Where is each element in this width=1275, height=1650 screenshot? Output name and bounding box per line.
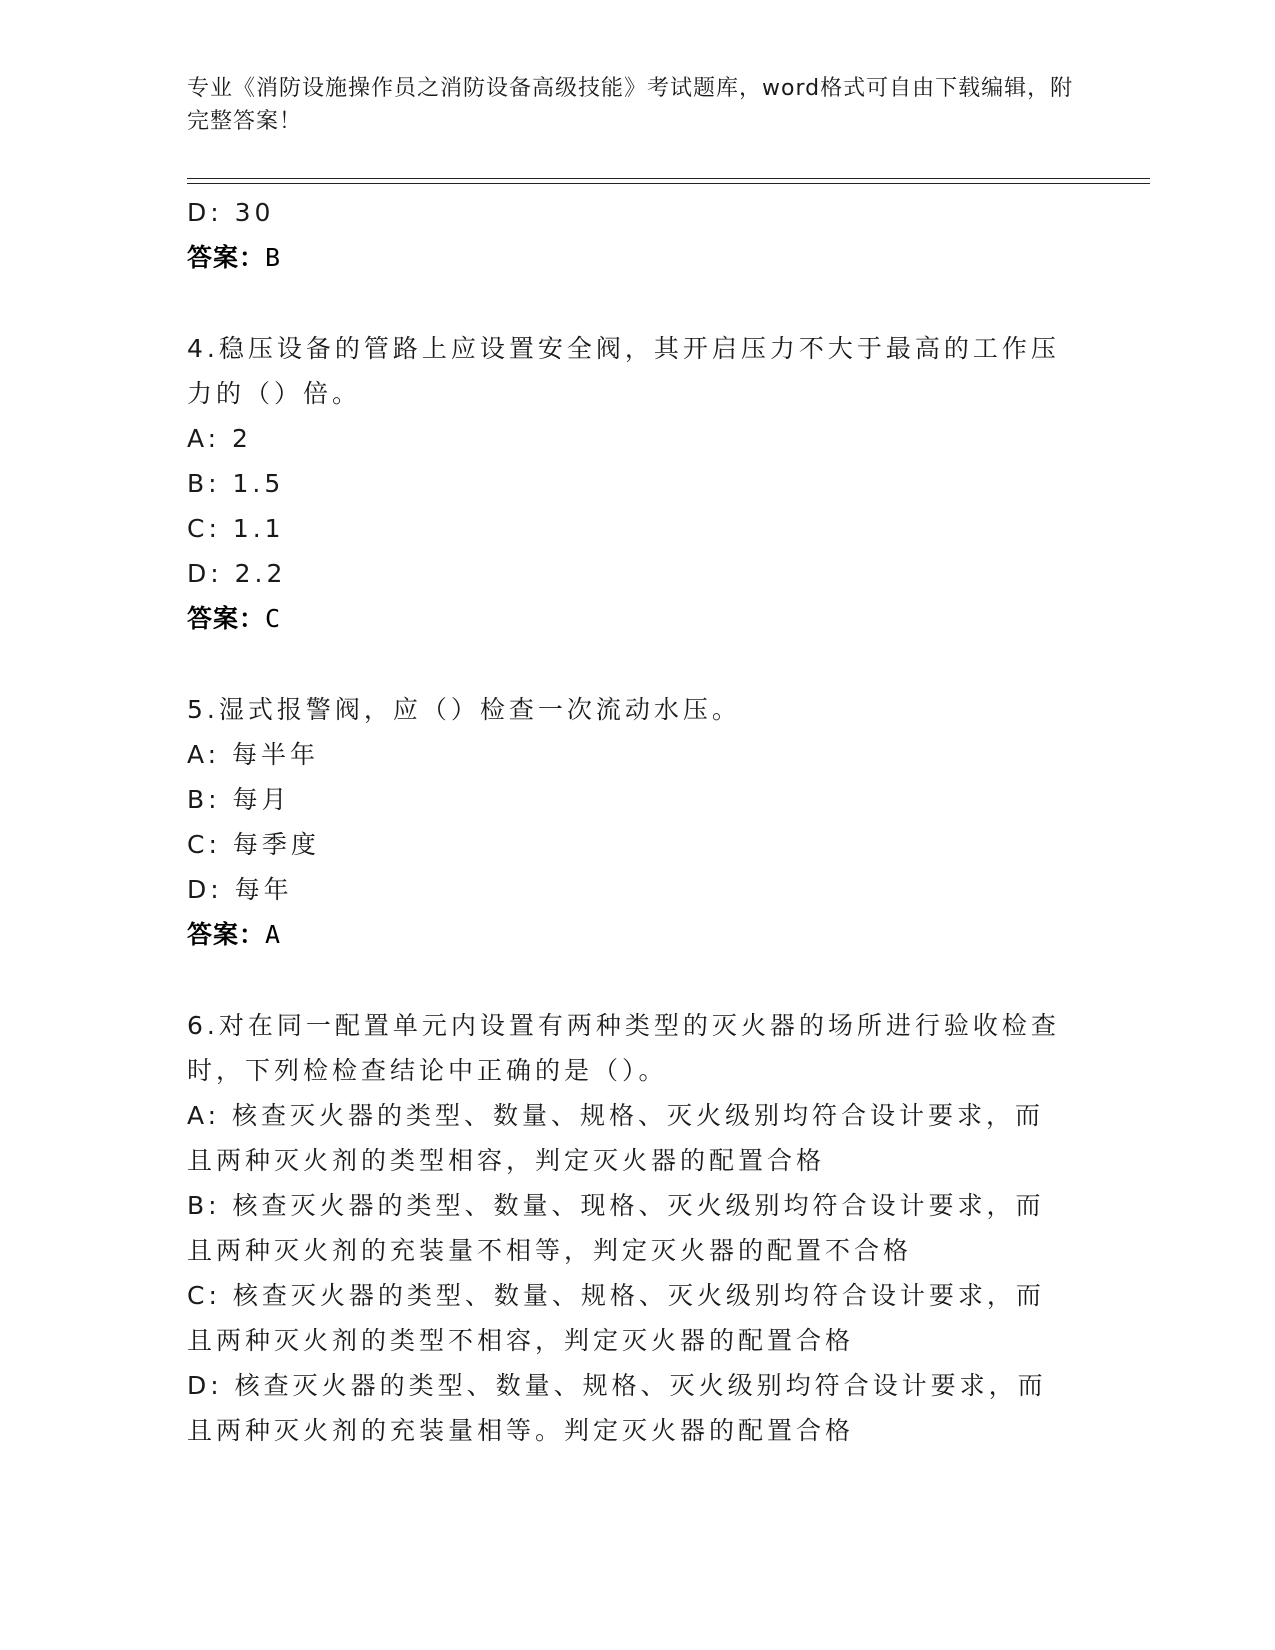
- q4-option-a: A: 2: [187, 424, 252, 453]
- q4-option-d: D: 2.2: [187, 559, 287, 588]
- q6-option-c: C: 核查灭火器的类型、数量、规格、灭火级别均符合设计要求，而且两种灭火剂的类型不相容，判定灭火器的配置合格: [187, 1281, 1045, 1355]
- document-header: [187, 72, 1087, 138]
- q4-text: 4.稳压设备的管路上应设置安全阀，其开启压力不大于最高的工作压力的（）倍。: [187, 334, 1060, 408]
- q4-option-c: C: 1.1: [187, 514, 285, 543]
- q5-text: 5.湿式报警阀，应（）检查一次流动水压。: [187, 695, 741, 724]
- question-content: [187, 190, 1087, 1453]
- q5-option-c: C: 每季度: [187, 830, 320, 859]
- q5-option-b: B: 每月: [187, 785, 291, 814]
- q6-option-d: D: 核查灭火器的类型、数量、规格、灭火级别均符合设计要求，而且两种灭火剂的充装量相等。判定灭火器的配置合格: [187, 1371, 1047, 1445]
- header-title: 专业《消防设施操作员之消防设备高级技能》考试题库，word格式可自由下载编辑，附完整答案！: [187, 76, 1074, 134]
- q5-answer-key: A: [265, 920, 282, 949]
- q6-option-b: B: 核查灭火器的类型、数量、现格、灭火级别均符合设计要求，而且两种灭火剂的充装量不相等，判定灭火器的配置不合格: [187, 1191, 1045, 1265]
- q5-option-d: D: 每年: [187, 875, 293, 904]
- q5-option-a: A: 每半年: [187, 740, 320, 769]
- q6-text: 6.对在同一配置单元内设置有两种类型的灭火器的场所进行验收检查时，下列检检查结论中正确的是（）。: [187, 1011, 1060, 1085]
- q3-answer: [187, 235, 1087, 280]
- q5-answer: [187, 912, 1087, 957]
- q5-answer-label: 答案：: [187, 920, 266, 949]
- header-divider-bottom: [187, 183, 1150, 184]
- q3-answer-label: 答案：: [187, 243, 266, 272]
- header-divider-top: [187, 178, 1150, 179]
- q4-answer-key: C: [265, 604, 282, 633]
- q3-answer-key: B: [265, 243, 282, 272]
- q4-option-b: B: 1.5: [187, 469, 285, 498]
- q4-answer: [187, 596, 1087, 641]
- q6-option-a: A: 核查灭火器的类型、数量、规格、灭火级别均符合设计要求，而且两种灭火剂的类型相容，判定灭火器的配置合格: [187, 1101, 1045, 1175]
- q4-answer-label: 答案：: [187, 604, 266, 633]
- q3-option-d: D: 30: [187, 198, 275, 227]
